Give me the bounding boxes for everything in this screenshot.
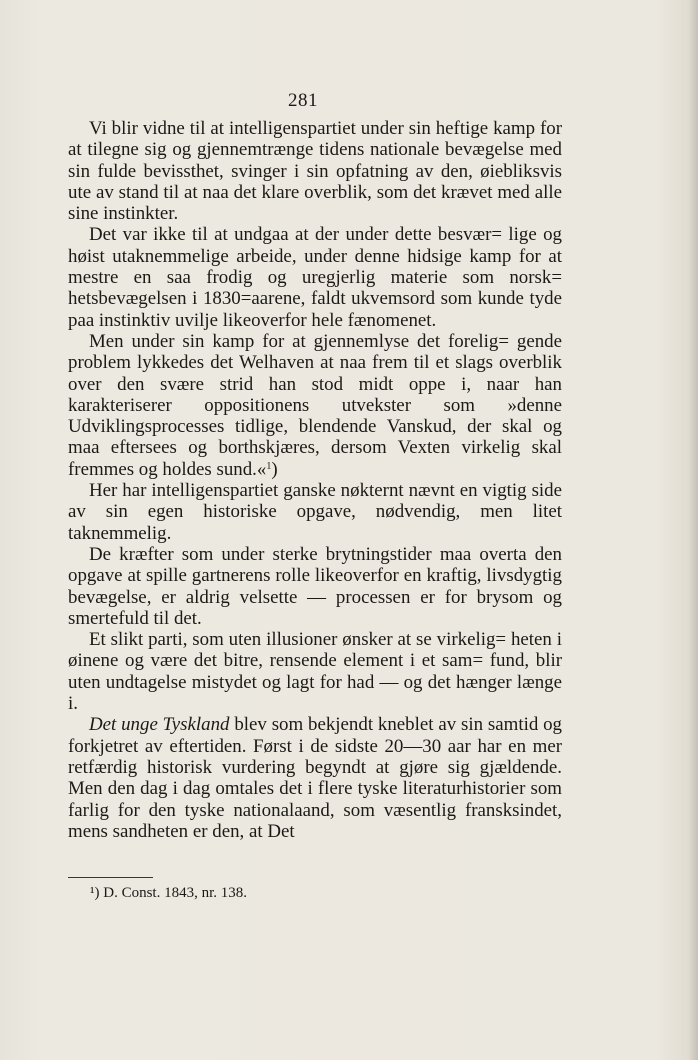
paragraph-2: Det var ikke til at undgaa at der under dette besvær= lige og høist utaknemmelige arbeide, under denne hidsige kamp for at mestre en saa frodig og uregjerlig materie som norsk= hetsbevægelsen i 1830=aarene, faldt ukvemsord som kunde tyde paa instinktiv uvilje likeoverfor hele fænomenet. xyxy=(68,224,562,331)
footnote-divider xyxy=(68,877,153,878)
paragraph-6: Et slikt parti, som uten illusioner ønsker at se virkelig= heten i øinene og være det bitre, rensende element i et sam= fund, blir uten undtagelse mistydet og lagt for had — og det hænger længe i. xyxy=(68,629,562,715)
body-text xyxy=(68,118,562,842)
paragraph-3-text: Men under sin kamp for at gjennemlyse det forelig= gende problem lykkedes det Welhaven at naa frem til et slags overblik over den svære strid han stod midt oppe i, naar han karakteriserer oppositionens utvekster som »denne Udviklingsprocesses tidlige, blendende Vanskud, der skal og maa eftersees og borthskjæres, dersom Vexten virkelig skal fremmes og holdes sund.« xyxy=(68,330,562,480)
footnote: ¹) D. Const. 1843, nr. 138. xyxy=(90,885,248,901)
paragraph-5: De kræfter som under sterke brytningstider maa overta den opgave at spille gartnerens rolle likeoverfor en kraftig, livsdygtig bevægelse, er aldrig velsette — processen er for brysom og smertefuld til det. xyxy=(68,543,562,629)
italic-title: Det unge Tyskland xyxy=(89,714,230,736)
footnote-reference: 1 xyxy=(266,460,272,472)
paragraph-7 xyxy=(68,714,562,842)
paragraph-1: Vi blir vidne til at intelligenspartiet under sin heftige kamp for at tilegne sig og gjennemtrænge tidens nationale bevægelse med sin fulde bevissthet, svinger i sin opfatning av den, øiebliksvis ute av stand til at naa det klare overblik, som det krævet med alle sine instinkter. xyxy=(68,118,562,225)
paragraph-4: Her har intelligenspartiet ganske nøkternt nævnt en vigtig side av sin egen historiske opgave, nødvendig, men litet taknemmelig. xyxy=(68,480,562,544)
paragraph-3 xyxy=(68,331,562,480)
page-number: 281 xyxy=(288,90,318,111)
paragraph-7-text: blev som bekjendt kneblet av sin samtid og forkjetret av eftertiden. Først i de sidste 20—30 aar har en mer retfærdig historisk vurdering begyndt at gjøre sig gjældende. Men den dag i dag omtales det i flere tyske literaturhistorier som farlig for den tyske nationalaand, som væsentlig fransksindet, mens sandheten er den, at Det xyxy=(68,714,562,842)
footnote-reference-close: ) xyxy=(271,458,278,480)
